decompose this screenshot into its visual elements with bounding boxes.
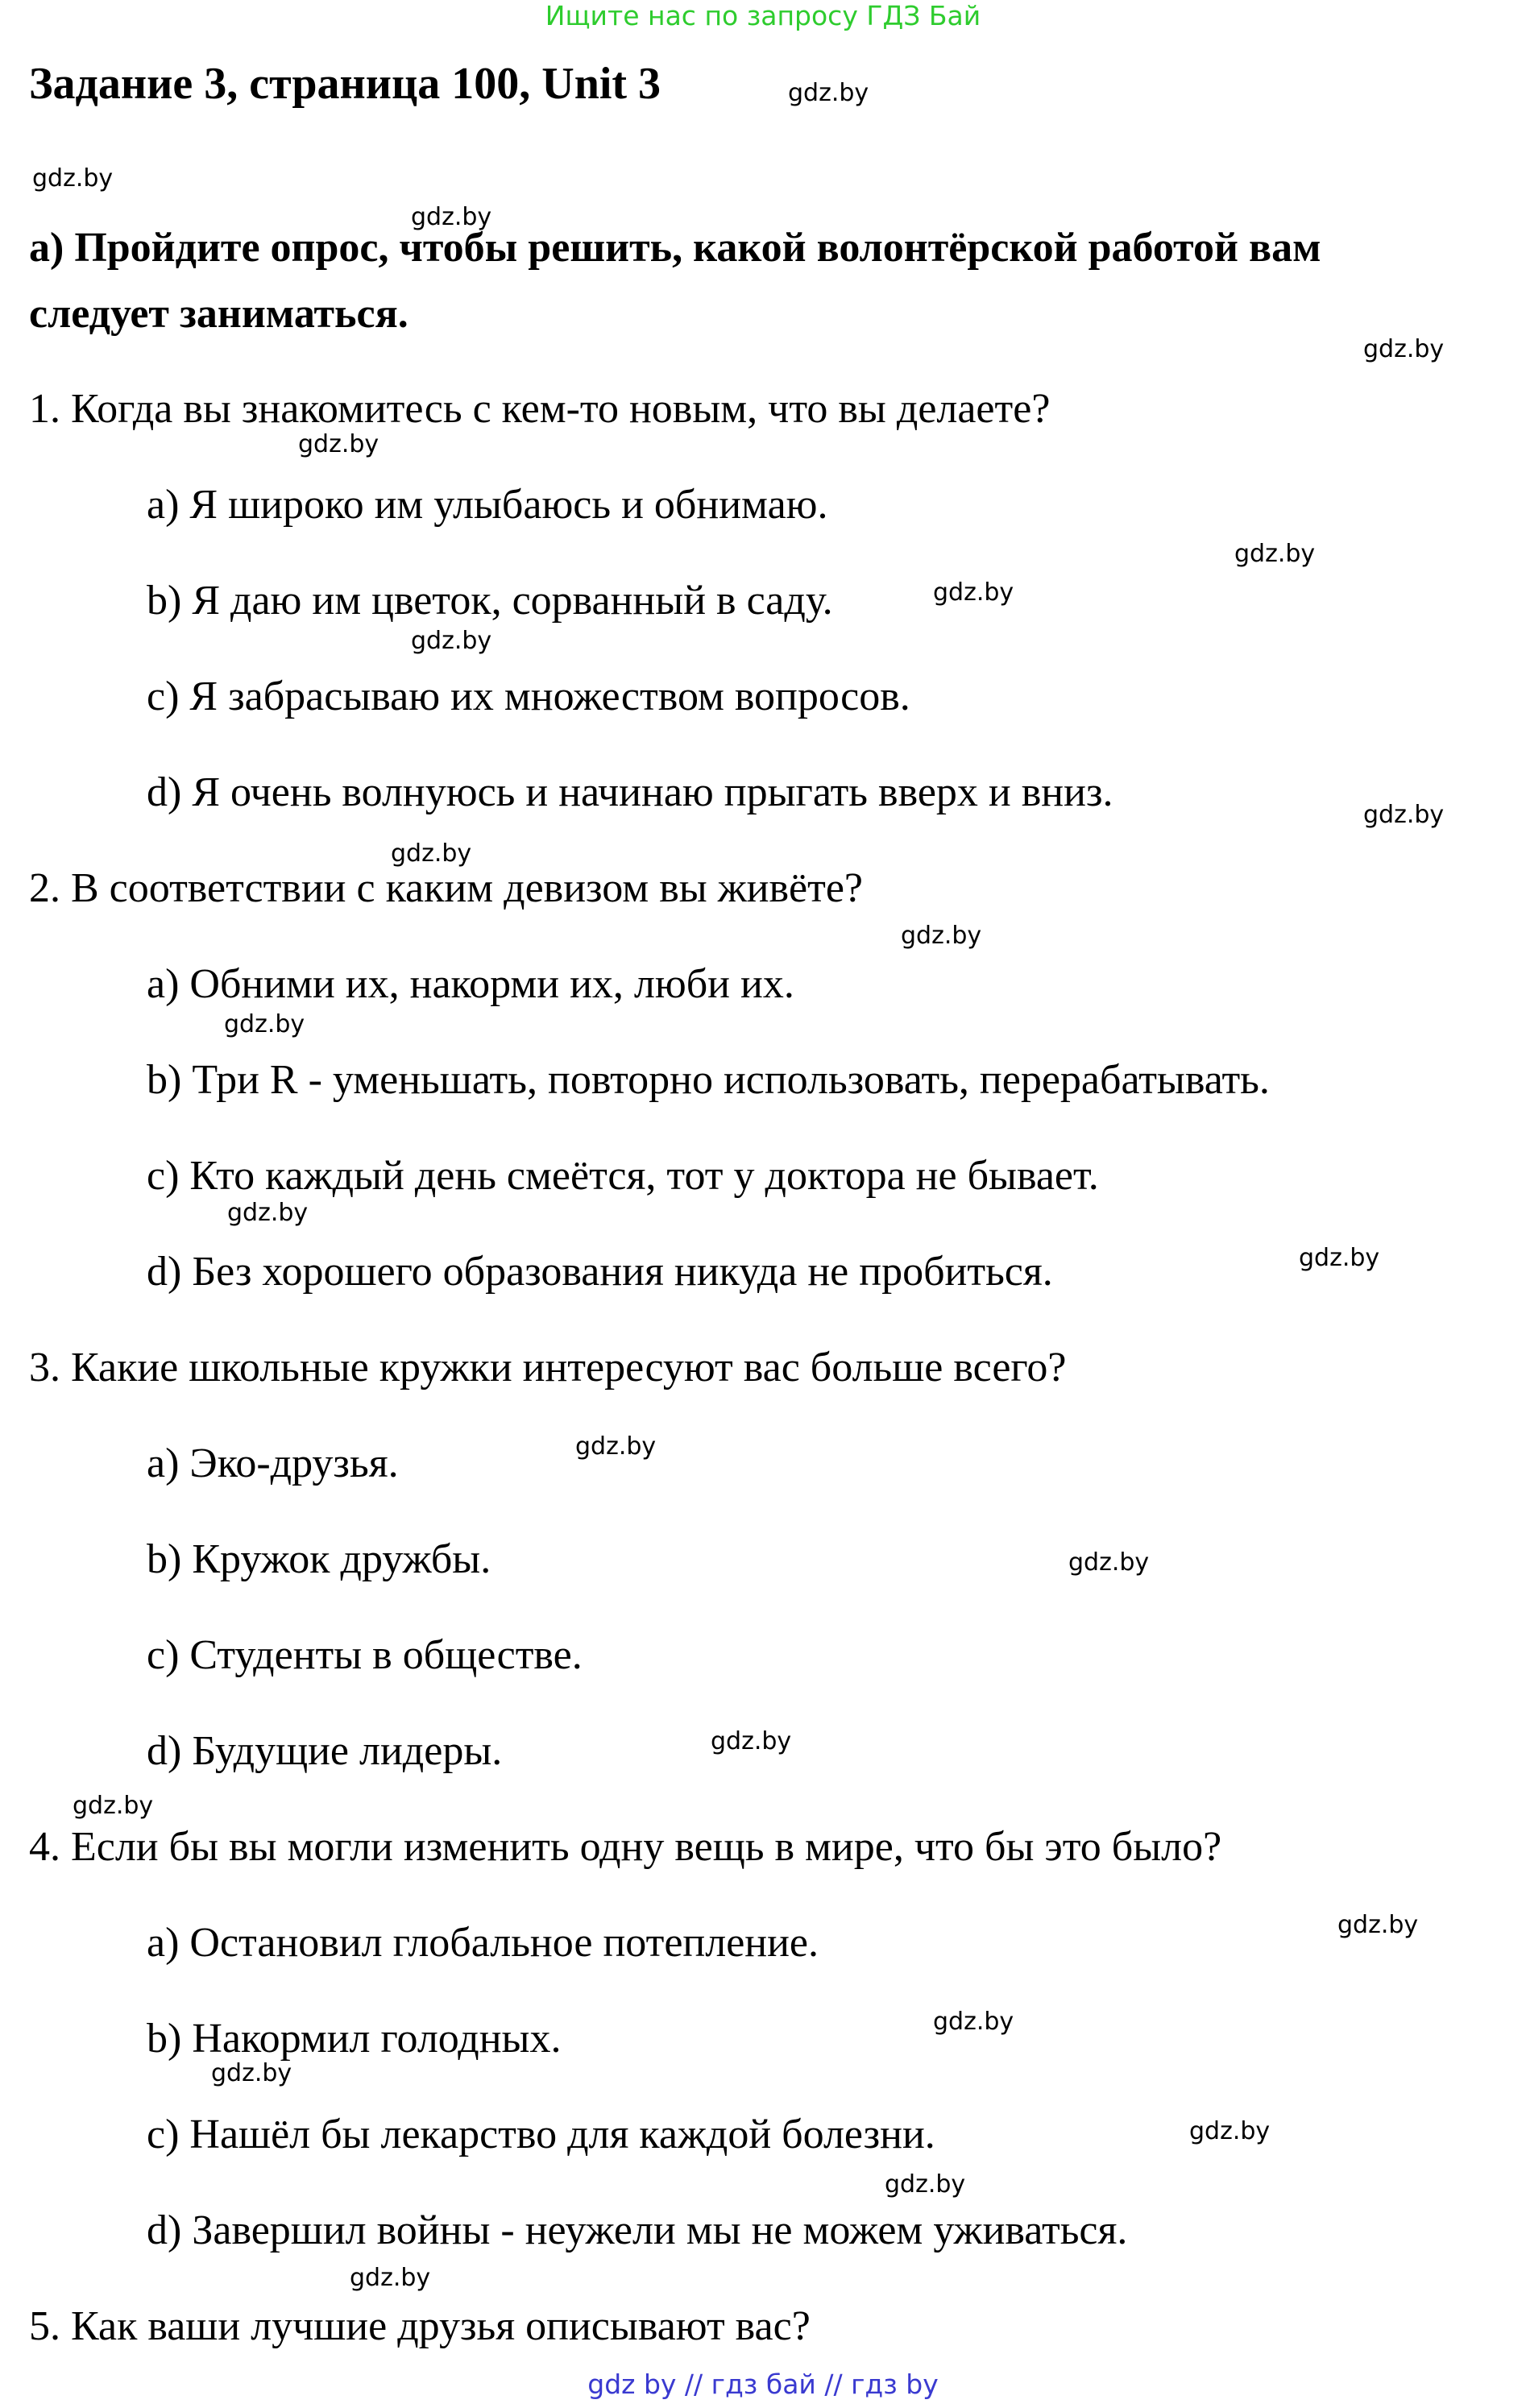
- question-4-option-a: a) Остановил глобальное потепление.: [147, 1920, 819, 1966]
- watermark: gdz.by: [227, 1199, 309, 1227]
- question-3: 3. Какие школьные кружки интересуют вас больше всего?: [29, 1345, 1067, 1391]
- question-1-option-d: d) Я очень волнуюсь и начинаю прыгать вверх и вниз.: [147, 769, 1113, 815]
- question-1-option-b: b) Я даю им цветок, сорванный в саду.: [147, 578, 833, 624]
- question-2-option-c: c) Кто каждый день смеётся, тот у доктора не бывает.: [147, 1153, 1099, 1199]
- question-2: 2. В соответствии с каким девизом вы живёте?: [29, 865, 863, 911]
- question-4-option-d: d) Завершил войны - неужели мы не можем уживаться.: [147, 2207, 1128, 2253]
- watermark: gdz.by: [575, 1432, 657, 1461]
- watermark: gdz.by: [73, 1792, 154, 1820]
- watermark: gdz.by: [933, 2008, 1014, 2036]
- question-2-option-d: d) Без хорошего образования никуда не пробиться.: [147, 1249, 1053, 1295]
- question-2-option-a: a) Обними их, накорми их, люби их.: [147, 961, 794, 1007]
- watermark: gdz.by: [1363, 801, 1445, 829]
- watermark: gdz.by: [1234, 540, 1316, 568]
- task-instruction-line-2: следует заниматься.: [29, 291, 408, 337]
- question-1-option-c: c) Я забрасываю их множеством вопросов.: [147, 673, 910, 719]
- watermark: gdz.by: [211, 2059, 292, 2087]
- watermark: gdz.by: [788, 79, 869, 107]
- top-banner[interactable]: Ищите нас по запросу ГДЗ Бай: [545, 0, 981, 31]
- question-4: 4. Если бы вы могли изменить одну вещь в мире, что бы это было?: [29, 1824, 1222, 1870]
- watermark: gdz.by: [1363, 335, 1445, 363]
- watermark: gdz.by: [885, 2170, 966, 2199]
- watermark: gdz.by: [1337, 1911, 1419, 1939]
- question-4-option-b: b) Накормил голодных.: [147, 2016, 562, 2062]
- task-instruction-line-1: a) Пройдите опрос, чтобы решить, какой волонтёрской работой вам: [29, 225, 1321, 271]
- question-1-option-a: a) Я широко им улыбаюсь и обнимаю.: [147, 482, 828, 528]
- question-3-option-b: b) Кружок дружбы.: [147, 1536, 491, 1582]
- watermark: gdz.by: [350, 2264, 431, 2292]
- question-5: 5. Как ваши лучшие друзья описывают вас?: [29, 2303, 811, 2349]
- watermark: gdz.by: [1299, 1244, 1380, 1272]
- question-3-option-a: a) Эко-друзья.: [147, 1440, 399, 1486]
- watermark: gdz.by: [933, 578, 1014, 607]
- question-3-option-c: c) Студенты в обществе.: [147, 1632, 583, 1678]
- watermark: gdz.by: [391, 839, 472, 868]
- watermark: gdz.by: [32, 164, 114, 193]
- question-2-option-b: b) Три R - уменьшать, повторно использовать, перерабатывать.: [147, 1057, 1270, 1103]
- question-1: 1. Когда вы знакомитесь с кем-то новым, что вы делаете?: [29, 386, 1051, 432]
- watermark: gdz.by: [411, 627, 492, 655]
- watermark: gdz.by: [901, 922, 982, 950]
- question-4-option-c: c) Нашёл бы лекарство для каждой болезни.: [147, 2112, 935, 2157]
- footer-links[interactable]: gdz by // гдз бай // гдз by: [587, 2369, 939, 2400]
- watermark: gdz.by: [298, 430, 379, 458]
- watermark: gdz.by: [411, 203, 492, 231]
- watermark: gdz.by: [224, 1010, 305, 1038]
- page-title: Задание 3, страница 100, Unit 3: [29, 59, 661, 109]
- watermark: gdz.by: [711, 1727, 792, 1755]
- question-3-option-d: d) Будущие лидеры.: [147, 1728, 503, 1774]
- watermark: gdz.by: [1068, 1548, 1150, 1577]
- watermark: gdz.by: [1189, 2117, 1271, 2145]
